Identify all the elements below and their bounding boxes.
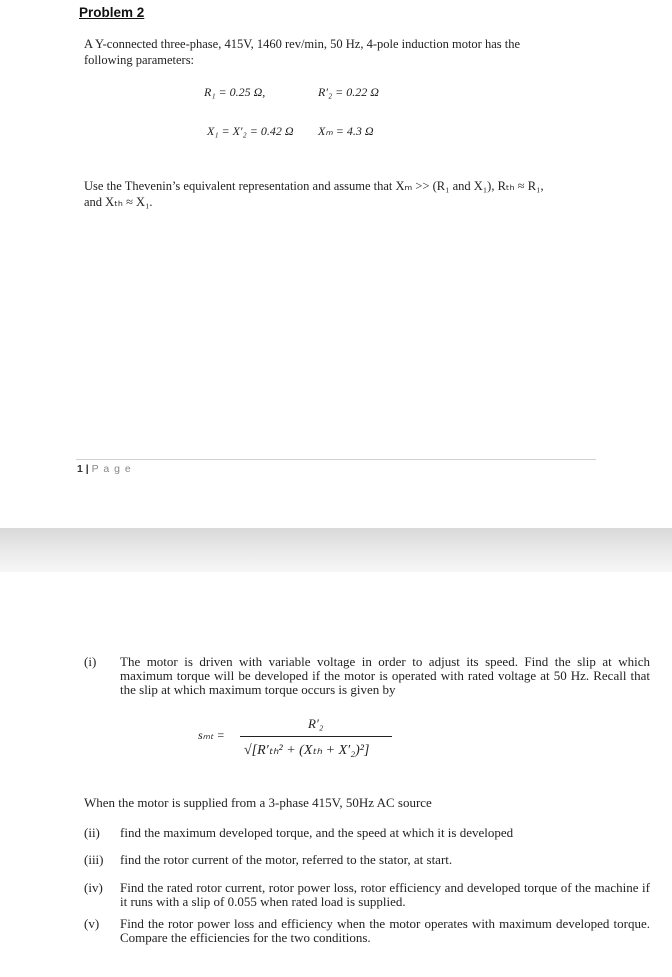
page-footer [77, 463, 132, 475]
thevenin-note [84, 178, 604, 210]
question-iv [84, 881, 654, 911]
question-i-number: (i) [84, 654, 97, 669]
formula-numerator: R′₂ [308, 716, 324, 731]
param-x1-x2: X₁ = X′₂ = 0.42 Ω [207, 124, 294, 138]
thevenin-note-line-2: and Xₜₕ ≈ X₁. [84, 195, 153, 209]
problem-title: Problem 2 [79, 5, 145, 20]
slip-formula [198, 716, 398, 778]
formula-lhs: sₘₜ = [198, 728, 225, 742]
question-ii-number: (ii) [84, 825, 100, 840]
question-iv-text: Find the rated rotor current, rotor power loss, rotor efficiency and developed torque of the machine if it runs with a slip of 0.055 when rated load is supplied. [120, 880, 650, 909]
thevenin-note-line-1: Use the Thevenin’s equivalent representation and assume that Xₘ >> (R₁ and X₁), Rₜₕ ≈ R₁, [84, 179, 544, 193]
param-r2: R′₂ = 0.22 Ω [318, 85, 379, 99]
question-iv-number: (iv) [84, 880, 103, 895]
supply-statement: When the motor is supplied from a 3-phase 415V, 50Hz AC source [84, 795, 432, 810]
question-v-number: (v) [84, 916, 100, 931]
param-r1: R₁ = 0.25 Ω, [204, 85, 266, 99]
question-ii-text: find the maximum developed torque, and the speed at which it is developed [120, 825, 514, 840]
footer-page-number: 1 | [77, 463, 89, 475]
question-iii-number: (iii) [84, 852, 104, 867]
formula-denominator: √[R′ₜₕ² + (Xₜₕ + X′₂)²] [244, 743, 370, 758]
footer-divider [76, 459, 596, 460]
question-iii [84, 853, 654, 869]
question-i-text: The motor is driven with variable voltage in order to adjust its speed. Find the slip at which maximum torque will be developed if the motor is operated with rated voltage at 50 Hz. Recall that the slip at which maximum torque occurs is given by [120, 654, 650, 697]
question-v-text: Find the rotor power loss and efficiency when the motor operates with maximum developed torque. Compare the efficiencies for the two conditions. [120, 916, 650, 945]
question-ii [84, 826, 654, 842]
question-i [84, 655, 654, 703]
question-iii-text: find the rotor current of the motor, referred to the stator, at start. [120, 852, 453, 867]
page-gap [0, 528, 672, 572]
footer-page-label: P a g e [91, 463, 132, 475]
param-xm: Xₘ = 4.3 Ω [318, 124, 374, 138]
question-v [84, 917, 654, 947]
problem-intro: A Y-connected three-phase, 415V, 1460 rev/min, 50 Hz, 4-pole induction motor has the following parameters: [84, 37, 521, 67]
fraction-bar [240, 736, 392, 737]
